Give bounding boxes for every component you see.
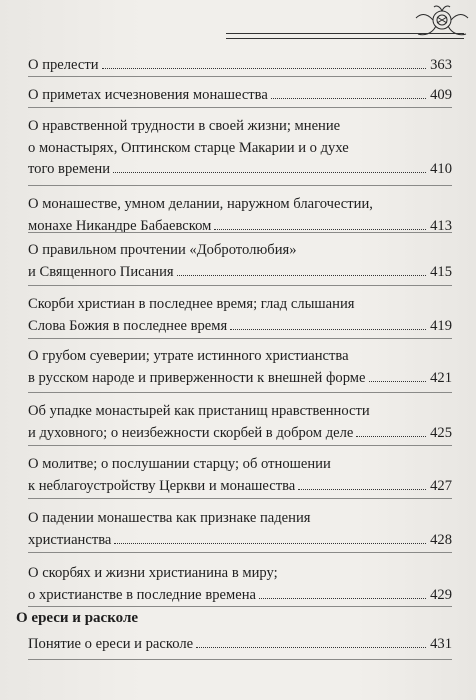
page-number: 431 [430,636,452,652]
dot-leader [114,543,426,544]
toc-entry[interactable] [28,240,452,283]
toc-entry-line: О грубом суеверии; утрате истинного христианства [28,348,349,364]
dot-leader [230,329,426,330]
toc-entry[interactable] [28,563,452,606]
separator-rule [28,606,452,607]
dot-leader [298,489,426,490]
dot-leader [196,647,426,648]
dot-leader [259,598,426,599]
toc-entry-line: христианства [28,531,112,548]
page-number: 419 [430,317,452,334]
separator-rule [28,659,452,660]
page-number: 429 [430,586,452,603]
page-number: 428 [430,531,452,548]
toc-entry[interactable] [28,116,452,181]
toc-entry[interactable] [28,194,452,237]
separator-rule [28,338,452,339]
dot-leader [369,381,427,382]
toc-entry-line: О молитве; о послушании старцу; об отношении [28,456,331,472]
toc-entry[interactable] [28,85,452,107]
header-rule [226,33,464,39]
toc-entry-line: и духовного; о неизбежности скорбей в добром деле [28,424,354,441]
separator-rule [28,392,452,393]
toc-entry[interactable] [28,454,452,497]
toc-entry-line: О падении монашества как признаке падения [28,510,311,526]
separator-rule [28,185,452,186]
page-number: 363 [430,57,452,73]
page-number: 427 [430,477,452,494]
toc-entry-line: о монастырях, Оптинском старце Макарии и о духе [28,139,349,156]
toc-entry-line: к неблагоустройству Церкви и монашества [28,477,296,494]
page-number: 413 [430,217,452,234]
toc-entry-line: Скорби христиан в последнее время; глад слышания [28,296,355,312]
toc-entry-line: О приметах исчезновения монашества [28,87,268,103]
toc-entry[interactable] [28,508,452,551]
dot-leader [177,275,426,276]
toc-entry-line: О нравственной трудности в своей жизни; мнение [28,118,341,134]
separator-rule [28,285,452,286]
toc-entry-line: о христианстве в последние времена [28,586,256,603]
dot-leader [102,68,427,69]
dot-leader [113,172,426,173]
toc-entry-line: в русском народе и приверженности к внешней форме [28,369,366,386]
toc-entry-line: О прелести [28,57,99,73]
toc-entry-line: и Священного Писания [28,263,174,280]
toc-entry-line: Об упадке монастырей как пристанищ нравственности [28,403,370,419]
toc-entry-line: Понятие о ереси и расколе [28,636,194,652]
toc-entry-line: монахе Никандре Бабаевском [28,217,212,234]
dot-leader [214,229,426,230]
page-number: 421 [430,369,452,386]
separator-rule [28,232,452,233]
toc-entry[interactable] [28,294,452,337]
toc-entry[interactable] [28,55,452,77]
separator-rule [28,107,452,108]
dot-leader [271,98,426,99]
page-number: 410 [430,161,452,177]
separator-rule [28,552,452,553]
separator-rule [28,445,452,446]
toc-entry-line: О монашестве, умном делании, наружном благочестии, [28,196,373,212]
toc-entry[interactable] [28,346,452,389]
separator-rule [28,498,452,499]
separator-rule [28,76,452,77]
page-number: 409 [430,87,452,103]
toc-entry-line: О правильном прочтении «Добротолюбия» [28,242,297,258]
toc-entry-line: Слова Божия в последнее время [28,317,228,334]
page-number: 425 [430,424,452,441]
toc-entry[interactable] [28,634,452,656]
dot-leader [356,436,426,437]
toc-entry[interactable] [28,401,452,444]
toc-entry-line: О скорбях и жизни христианина в миру; [28,565,278,581]
page-number: 415 [430,263,452,280]
section-title: О ереси и расколе [16,610,139,626]
toc-entry-line: того времени [28,161,111,177]
